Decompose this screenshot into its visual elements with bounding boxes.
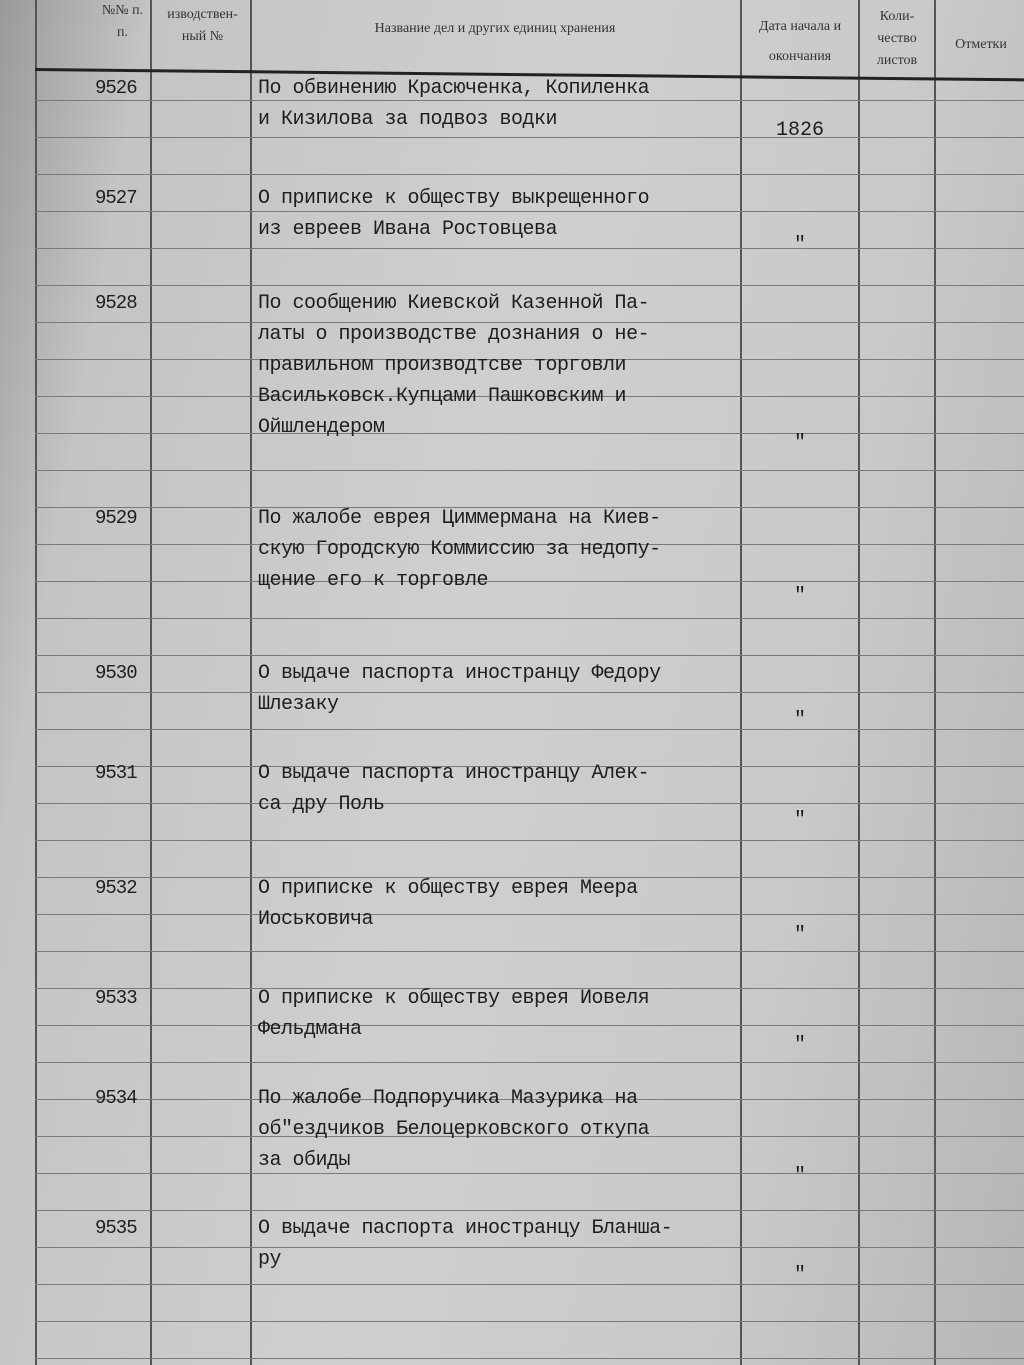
column-divider bbox=[858, 0, 860, 1365]
column-divider bbox=[150, 0, 152, 1365]
row-rule bbox=[35, 1284, 1024, 1285]
entry-date: " bbox=[793, 709, 806, 732]
entry-title-line: О выдаче паспорта иностранцу Алек- bbox=[258, 762, 650, 785]
entry-date: " bbox=[793, 1034, 806, 1057]
entry-number: 9528 bbox=[95, 292, 137, 314]
row-rule bbox=[35, 470, 1024, 471]
row-rule bbox=[35, 618, 1024, 619]
entry-number: 9531 bbox=[95, 762, 137, 784]
entry-date: " bbox=[793, 1264, 806, 1287]
entry-title-line: Васильковск.Купцами Пашковским и bbox=[258, 385, 627, 408]
row-rule bbox=[35, 951, 1024, 952]
row-rule bbox=[35, 655, 1024, 656]
entry-number: 9532 bbox=[95, 877, 137, 899]
column-divider bbox=[35, 0, 37, 1365]
column-divider bbox=[740, 0, 742, 1365]
entry-title-line: правильном производтсве торговли bbox=[258, 354, 627, 377]
entry-title-line: Ойшлендером bbox=[258, 416, 385, 439]
header-title: Название дел и других единиц хранения bbox=[374, 21, 616, 36]
column-divider bbox=[934, 0, 936, 1365]
entry-title bbox=[258, 873, 738, 935]
entry-title bbox=[258, 288, 738, 443]
row-rule bbox=[35, 174, 1024, 175]
row-rule bbox=[35, 1358, 1024, 1359]
entry-title bbox=[258, 73, 738, 135]
entry-title-line: об"ездчиков Белоцерковского откупа bbox=[258, 1118, 650, 1141]
entry-title-line: По жалобе Подпоручика Мазурика на bbox=[258, 1087, 638, 1110]
entry-title-line: за обиды bbox=[258, 1149, 351, 1172]
entry-title-line: щение его к торговле bbox=[258, 569, 489, 592]
header-date: Дата начала и окончания bbox=[758, 19, 842, 64]
header-remarks: Отметки bbox=[955, 37, 1007, 52]
entry-date: 1826 bbox=[775, 119, 824, 142]
row-rule bbox=[35, 248, 1024, 249]
entry-number: 9535 bbox=[95, 1217, 137, 1239]
header-count: Коли- чество листов bbox=[876, 9, 918, 68]
entry-title-line: скую Городскую Коммиссию за недопу- bbox=[258, 538, 661, 561]
entry-date: " bbox=[793, 234, 806, 257]
entry-title-line: Шлезаку bbox=[258, 693, 339, 716]
entry-title-line: По сообщению Киевской Казенной Па- bbox=[258, 292, 650, 315]
entry-date: " bbox=[793, 432, 806, 455]
entry-title-line: Фельдмана bbox=[258, 1018, 362, 1041]
entry-date: " bbox=[793, 585, 806, 608]
entry-title-line: из евреев Ивана Ростовцева bbox=[258, 218, 558, 241]
header-number: №№ п. п. bbox=[101, 3, 144, 40]
entry-number: 9533 bbox=[95, 987, 137, 1009]
entry-number: 9529 bbox=[95, 507, 137, 529]
entry-title-line: По обвинению Красюченка, Копиленка bbox=[258, 77, 650, 100]
row-rule bbox=[35, 840, 1024, 841]
entry-title-line: О приписке к обществу еврея Иовеля bbox=[258, 987, 650, 1010]
entry-title-line: ру bbox=[258, 1248, 282, 1271]
entry-title bbox=[258, 983, 738, 1045]
row-rule bbox=[35, 1062, 1024, 1063]
entry-title bbox=[258, 503, 738, 596]
entry-title bbox=[258, 183, 738, 245]
entry-title-line: О приписке к обществу еврея Меера bbox=[258, 877, 638, 900]
entry-title bbox=[258, 658, 738, 720]
row-rule bbox=[35, 1210, 1024, 1211]
header-production-number: изводствен- ный № bbox=[167, 7, 238, 44]
entry-title bbox=[258, 1213, 738, 1275]
row-rule bbox=[35, 1321, 1024, 1322]
entry-title bbox=[258, 758, 738, 820]
entry-title-line: О приписке к обществу выкрещенного bbox=[258, 187, 650, 210]
entry-title-line: О выдаче паспорта иностранцу Бланша- bbox=[258, 1217, 673, 1240]
entry-title-line: са дру Поль bbox=[258, 793, 385, 816]
entry-date: " bbox=[793, 1165, 806, 1188]
entry-title-line: По жалобе еврея Циммермана на Киев- bbox=[258, 507, 661, 530]
entry-number: 9526 bbox=[95, 77, 137, 99]
entry-date: " bbox=[793, 809, 806, 832]
row-rule bbox=[35, 285, 1024, 286]
column-divider bbox=[250, 0, 252, 1365]
entry-number: 9534 bbox=[95, 1087, 137, 1109]
entry-date: " bbox=[793, 924, 806, 947]
entry-title bbox=[258, 1083, 738, 1176]
entry-title-line: О выдаче паспорта иностранцу Федору bbox=[258, 662, 661, 685]
entry-title-line: Иоськовича bbox=[258, 908, 374, 931]
row-rule bbox=[35, 729, 1024, 730]
entry-number: 9527 bbox=[95, 187, 137, 209]
entry-number: 9530 bbox=[95, 662, 137, 684]
row-rule bbox=[35, 137, 1024, 138]
entry-title-line: латы о производстве дознания о не- bbox=[258, 323, 650, 346]
entry-title-line: и Кизилова за подвоз водки bbox=[258, 108, 558, 131]
